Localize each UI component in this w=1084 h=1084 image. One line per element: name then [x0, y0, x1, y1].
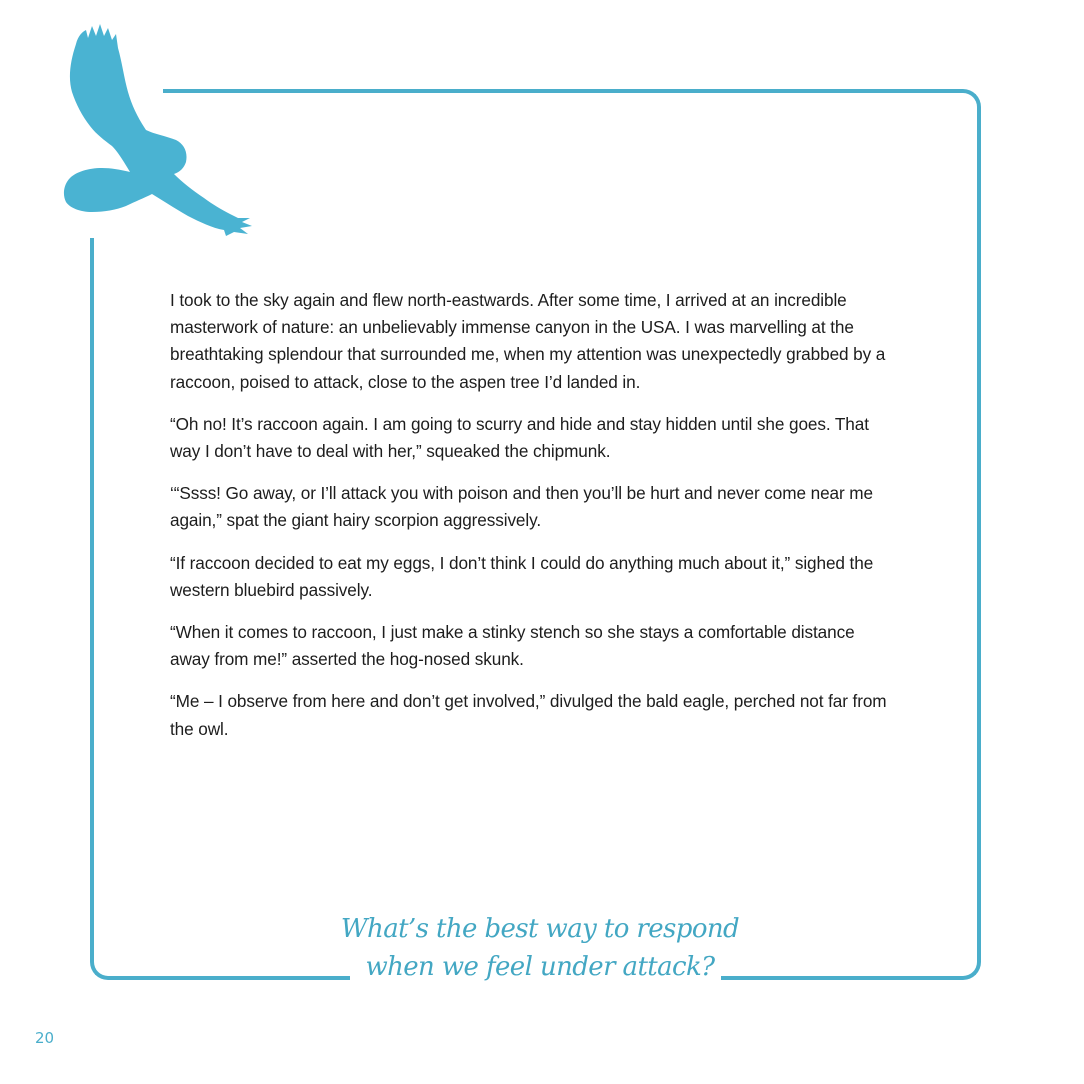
story-paragraph: “When it comes to raccoon, I just make a stinky stench so she stays a comfortable distance away from me!” asserted the hog-nosed skunk. — [170, 622, 855, 670]
story-paragraph: ‘“Ssss! Go away, or I’ll attack you with poison and then you’ll be hurt and never come near me again,” spat the giant hairy scorpion aggressively. — [170, 483, 873, 531]
frame-left-border — [90, 238, 94, 960]
question-line-2: when we feel under attack? — [365, 952, 715, 982]
story-text — [170, 287, 890, 758]
frame-bottom-border-right — [721, 976, 961, 980]
story-paragraph: “Me – I observe from here and don’t get involved,” divulged the bald eagle, perched not far from the owl. — [170, 691, 887, 739]
frame-corner-bottom-right — [959, 958, 981, 980]
question-line-1: What’s the best way to respond — [340, 914, 740, 944]
story-paragraph: “Oh no! It’s raccoon again. I am going to scurry and hide and stay hidden until she goes. That way I don’t have to deal with her,” squeaked the chipmunk. — [170, 413, 869, 462]
frame-corner-bottom-left — [90, 958, 112, 980]
page-number: 20 — [35, 1029, 55, 1047]
frame-right-border — [977, 107, 981, 960]
story-paragraph: I took to the sky again and flew north-eastwards. After some time, I arrived at an incredible masterwork of nature: an unbelievably immense canyon in the USA. I was marvelling at the breathtaking splendour that surrounded me, when my attention was unexpectedly grabbed by a raccoon, poised to attack, close to the aspen tree I’d landed in. — [170, 290, 886, 392]
frame-bottom-border-left — [110, 976, 350, 980]
frame-top-border — [163, 89, 963, 93]
story-paragraph: “If raccoon decided to eat my eggs, I don’t think I could do anything much about it,” sighed the western bluebird passively. — [170, 552, 874, 600]
owl-silhouette-icon — [62, 22, 254, 242]
reflection-question — [340, 910, 740, 986]
